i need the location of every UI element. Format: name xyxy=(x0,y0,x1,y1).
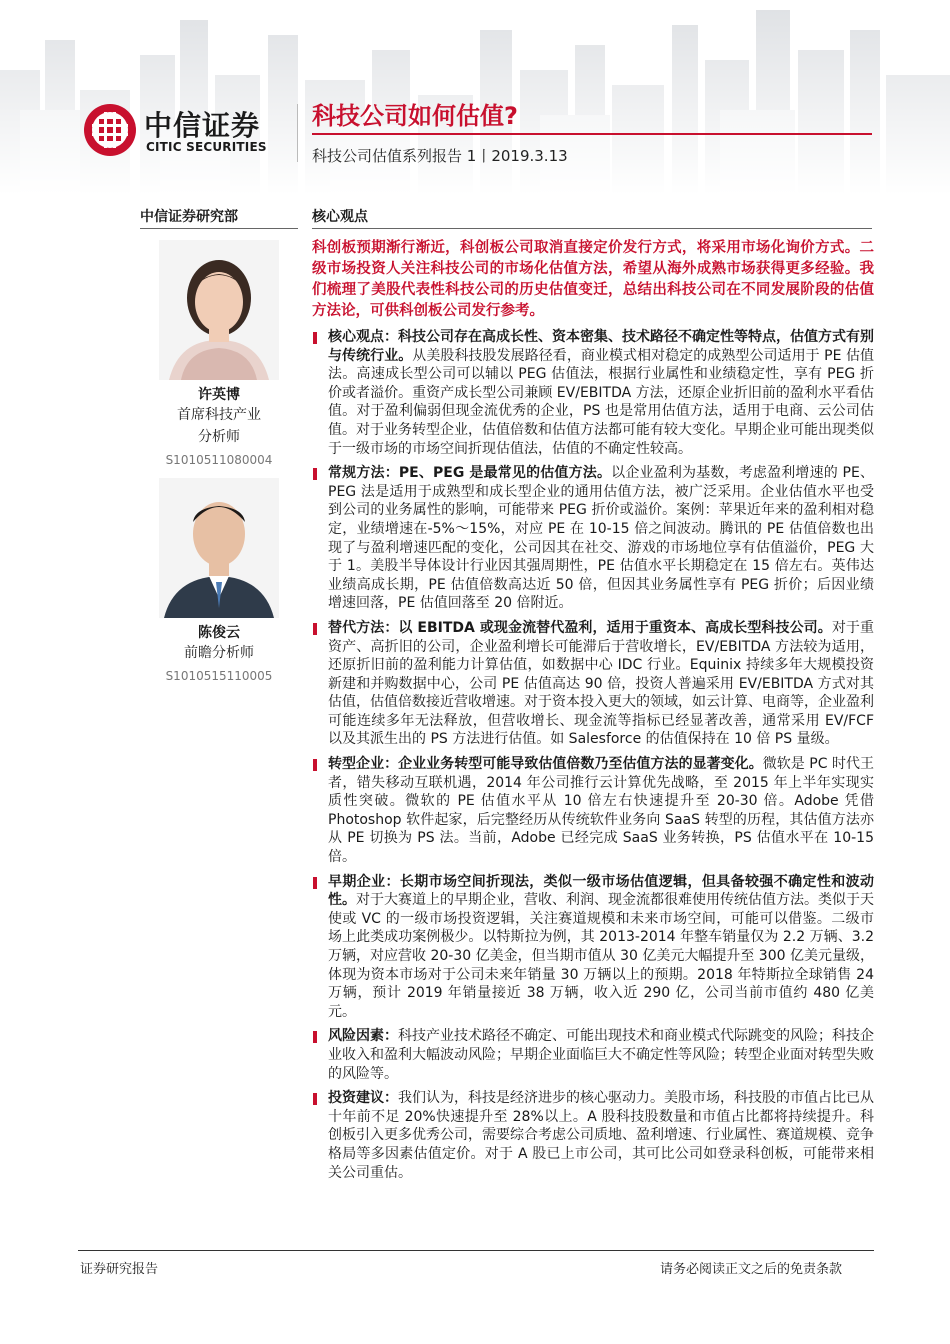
logo-divider xyxy=(297,104,298,162)
key-points-list xyxy=(312,328,874,1188)
point-lead: 转型企业：企业业务转型可能导致估值倍数乃至估值方法的显著变化。 xyxy=(328,756,763,773)
analyst-name-2: 陈俊云 xyxy=(198,625,240,641)
point-body: 以企业盈利为基数，考虑盈利增速的 PE、PEG 法是适用于成熟型和成长型企业的通用估值方法，被广泛采用。企业估值水平也受到公司的业务属性的影响，可能带来 PEG 折价或溢价。案例：苹果近年来的盈利相对稳定，业绩增速在-5%～15%，对应 PE 在 10-15 倍之间波动。腾讯的 PE 估值倍数也出现了与盈利增速匹配的变化，公司因其在社交、游戏的市场地位享有估值溢价，PEG 大于 1。美股半导体设计行业因其强周期性，PE 估值水平长期稳定在 15 倍左右。英伟达业绩高成长期，PE 估值倍数高达近 50 倍，但因其业务属性享有 PEG 折价；后因业绩增速回落，PE 估值回落至 20 倍附近。 xyxy=(328,465,874,612)
logo-text-en: CITIC SECURITIES xyxy=(146,140,267,154)
section-rule xyxy=(312,228,872,229)
citic-logo xyxy=(82,100,292,160)
report-subtitle: 科技公司估值系列报告 1丨2019.3.13 xyxy=(312,147,568,165)
summary-paragraph: 科创板预期渐行渐近，科创板公司取消直接定价发行方式，将采用市场化询价方式。二级市场投资人关注科技公司的市场化估值方法，希望从海外成熟市场获得更多经验。我们梳理了美股代表性科技公司的历史估值变迁，总结出科技公司在不同发展阶段的估值方法论，可供科创板公司发行参考。 xyxy=(312,240,874,319)
point-lead: 早期企业：长期市场空间折现法，类似一级市场估值逻辑，但具备较强不确定性和波动性。 xyxy=(328,873,874,909)
analyst-card-2 xyxy=(140,478,298,686)
department-heading: 中信证券研究部 xyxy=(140,209,238,225)
key-point-alternative-methods xyxy=(312,619,874,749)
analyst-card-1 xyxy=(140,240,298,470)
point-lead: 替代方法：以 EBITDA 或现金流替代盈利，适用于重资本、高成长型科技公司。 xyxy=(328,619,832,636)
logo-text-cn: 中信证券 xyxy=(144,109,261,142)
section-heading: 核心观点 xyxy=(312,209,368,225)
point-lead: 常规方法：PE、PEG 是最常见的估值方法。 xyxy=(328,465,612,482)
point-body: 科技产业技术路径不确定、可能出现技术和商业模式代际跳变的风险；科技企业收入和盈利大幅波动风险；早期企业面临巨大不确定性等风险；转型企业面对转型失败的风险等。 xyxy=(328,1028,874,1082)
analyst-title-1b: 分析师 xyxy=(198,429,240,445)
point-lead: 核心观点：科技公司存在高成长性、资本密集、技术路径不确定性等特点，估值方式有别与传统行业。 xyxy=(328,329,874,364)
footer-disclaimer-note: 请务必阅读正文之后的免责条款 xyxy=(660,1262,843,1277)
key-point-investment-advice xyxy=(312,1089,874,1182)
point-body: 我们认为，科技是经济进步的核心驱动力。美股市场，科技股的市值占比已从十年前不足 20%快速提升至 28%以上。A 股科技股数量和市值占比都将持续提升。科创板引入更多优秀公司，需要综合考虑公司质地、盈利增速、行业属性、赛道规模、竞争格局等多因素估值定价。对于 A 股已上市公司，其可比公司如登录科创板，可能带来相关公司重估。 xyxy=(328,1090,874,1181)
citic-emblem-icon xyxy=(82,102,138,158)
key-point-early-stage xyxy=(312,873,874,1022)
footer-report-type: 证券研究报告 xyxy=(80,1262,159,1277)
analyst-id-2: S1010515110005 xyxy=(165,669,273,683)
point-body: 从美股科技股发展路径看，商业模式相对稳定的成熟型公司适用于 PE 估值法。高速成长型公司可以辅以 PEG 估值法，根据行业属性和业绩稳定性，享有 PEG 折价或者溢价。重资产成长型公司兼顾 EV/EBITDA 方法，还原企业折旧前的盈利水平看估值。对于盈利偏弱但现金流优秀的企业，PS 也是常用估值方法，适用于电商、云公司估值。对于业务转型企业，估值倍数和估值方法都可能有较大变化。早期企业可能出现类似于一级市场的市场空间折现估值法，估值的不确定性较高。 xyxy=(328,347,875,457)
key-point-core-view xyxy=(312,328,874,458)
key-point-transforming-companies xyxy=(312,755,874,867)
report-title: 科技公司如何估值? xyxy=(312,102,518,130)
point-body: 对于重资产、高折旧的公司，企业盈利增长可能滞后于营收增长，EV/EBITDA 方法较为适用，还原折旧前的盈利能力计算估值，如数据中心 IDC 行业。Equinix 持续多年大规模投资新建和并购数据中心，公司 PE 估值高达 90 倍，投资人普遍采用 EV/EBITDA 方式对其估值，估值倍数接近营收增速。对于资本投入更大的领域，如云计算、电商等，企业盈利可能连续多年无法释放，但营收增长、现金流等指标已经显著改善，通常采用 EV/FCF 以及其派生出的 PS 方法进行估值。如 Salesforce 的估值保持在 10 倍 PS 量级。 xyxy=(328,619,875,748)
title-rule xyxy=(312,133,872,135)
department-rule xyxy=(140,228,298,229)
analyst-title-2: 前瞻分析师 xyxy=(184,645,254,661)
point-body: 对于大赛道上的早期企业，营收、利润、现金流都很难使用传统估值方法。类似于天使或 VC 的一级市场投资逻辑，关注赛道规模和未来市场空间，可能可以借鉴。二级市场上此类成功案例极少。以特斯拉为例，其 2013-2014 年整车销量仅为 2.2 万辆、3.2 万辆，对应营收 20-30 亿美金，但当期市值从 30 亿美元大幅提升至 300 亿美元量级，体现为资本市场对于公司未来年销量 30 万辆以上的预期。2018 年特斯拉全球销售 24 万辆，预计 2019 年销量接近 38 万辆，收入近 290 亿，公司当前市值约 480 亿美元。 xyxy=(328,892,874,1020)
analyst-photo-1 xyxy=(159,240,279,380)
point-lead: 投资建议： xyxy=(328,1090,398,1107)
analyst-title-1a: 首席科技产业 xyxy=(177,407,261,423)
point-body: 微软是 PC 时代王者，错失移动互联机遇，2014 年公司推行云计算优先战略，至 2015 年上半年实现实质性突破。微软的 PE 估值水平从 10 倍左右快速提升至 20-30 倍。Adobe 凭借 Photoshop 软件起家，后完整经历从传统软件业务向 SaaS 转型的历程，其估值方法亦从 PE 切换为 PS 法。当前，Adobe 已经完成 SaaS 业务转换，PS 估值水平在 10-15 倍。 xyxy=(328,756,874,866)
point-lead: 风险因素： xyxy=(328,1028,398,1045)
analyst-id-1: S1010511080004 xyxy=(165,453,273,467)
analyst-photo-2 xyxy=(159,478,279,618)
analyst-name-1: 许英博 xyxy=(198,387,240,403)
key-point-regular-methods xyxy=(312,464,874,613)
key-point-risks xyxy=(312,1027,874,1083)
footer-rule xyxy=(78,1250,874,1251)
